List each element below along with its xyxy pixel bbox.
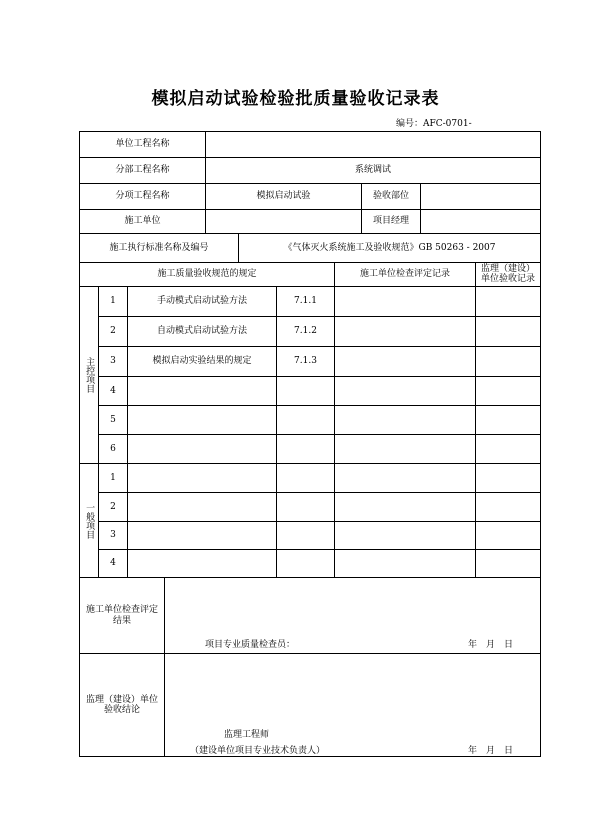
general-item-no: 3 <box>98 521 128 550</box>
main-item-name <box>127 405 277 435</box>
standard-label: 施工执行标准名称及编号 <box>79 233 239 263</box>
main-item-no: 5 <box>98 405 128 435</box>
main-item-supervisor[interactable] <box>475 405 541 435</box>
acceptance-part-label: 验收部位 <box>361 183 421 210</box>
supervisor-conclusion-area[interactable] <box>164 653 541 757</box>
supervisor-date: 年 月 日 <box>468 746 514 756</box>
general-item-clause <box>276 463 335 493</box>
main-item-no: 4 <box>98 376 128 406</box>
main-item-self-check[interactable] <box>334 434 476 464</box>
main-item-clause: 7.1.1 <box>276 286 335 317</box>
project-manager-value[interactable] <box>420 209 541 234</box>
general-item-clause <box>276 492 335 522</box>
general-item-name <box>127 549 277 578</box>
main-item-supervisor[interactable] <box>475 346 541 377</box>
main-items-group <box>79 286 99 464</box>
general-item-clause <box>276 549 335 578</box>
general-item-no: 2 <box>98 492 128 522</box>
construction-unit-value[interactable] <box>205 209 362 234</box>
main-item-self-check[interactable] <box>334 346 476 377</box>
self-check-header: 施工单位检查评定记录 <box>334 262 476 287</box>
general-item-self-check[interactable] <box>334 521 476 550</box>
main-item-name <box>127 376 277 406</box>
general-item-no: 1 <box>98 463 128 493</box>
main-item-name: 手动模式启动试验方法 <box>127 286 277 317</box>
standard-value: 《气体灭火系统施工及验收规范》GB 50263 - 2007 <box>238 233 541 263</box>
unit-project-value[interactable] <box>205 131 541 158</box>
general-items-group <box>79 463 99 578</box>
main-item-clause: 7.1.2 <box>276 316 335 347</box>
supervisor-conclusion-label: 监理（建设）单位验收结论 <box>79 653 165 757</box>
general-item-self-check[interactable] <box>334 463 476 493</box>
main-item-name <box>127 434 277 464</box>
supervisor-header: 监理（建设）单位验收记录 <box>475 262 541 287</box>
general-item-clause <box>276 521 335 550</box>
inspection-date: 年 月 日 <box>468 640 514 650</box>
main-item-clause <box>276 376 335 406</box>
main-items-label: 主控项目 <box>84 357 95 393</box>
general-item-name <box>127 463 277 493</box>
general-item-self-check[interactable] <box>334 549 476 578</box>
form-code: 编号：AFC-0701- <box>396 119 472 129</box>
supervisor-note: （建设单位项目专业技术负责人） <box>190 746 326 756</box>
inspector-label: 项目专业质量检查员： <box>205 640 296 650</box>
general-items-label: 一般项目 <box>84 502 95 539</box>
main-item-clause <box>276 434 335 464</box>
general-item-supervisor[interactable] <box>475 521 541 550</box>
main-item-supervisor[interactable] <box>475 316 541 347</box>
main-item-self-check[interactable] <box>334 405 476 435</box>
sub-project-value[interactable]: 系统调试 <box>205 157 541 184</box>
general-item-name <box>127 521 277 550</box>
main-item-name: 模拟启动实验结果的规定 <box>127 346 277 377</box>
main-item-no: 2 <box>98 316 128 347</box>
main-item-self-check[interactable] <box>334 286 476 317</box>
item-project-value[interactable]: 模拟启动试验 <box>205 183 362 210</box>
general-item-self-check[interactable] <box>334 492 476 522</box>
project-manager-label: 项目经理 <box>361 209 421 234</box>
main-item-supervisor[interactable] <box>475 286 541 317</box>
general-item-supervisor[interactable] <box>475 463 541 493</box>
supervisor-engineer-label: 监理工程师 <box>224 730 270 740</box>
main-item-clause: 7.1.3 <box>276 346 335 377</box>
main-item-clause <box>276 405 335 435</box>
main-item-self-check[interactable] <box>334 316 476 347</box>
general-item-no: 4 <box>98 549 128 578</box>
main-item-no: 6 <box>98 434 128 464</box>
main-item-no: 1 <box>98 286 128 317</box>
general-item-supervisor[interactable] <box>475 492 541 522</box>
spec-header: 施工质量验收规范的规定 <box>79 262 335 287</box>
form-title: 模拟启动试验检验批质量验收记录表 <box>151 89 440 109</box>
main-item-name: 自动模式启动试验方法 <box>127 316 277 347</box>
general-item-supervisor[interactable] <box>475 549 541 578</box>
sub-project-label: 分部工程名称 <box>79 157 206 184</box>
item-project-label: 分项工程名称 <box>79 183 206 210</box>
unit-project-label: 单位工程名称 <box>79 131 206 158</box>
main-item-no: 3 <box>98 346 128 377</box>
acceptance-part-value[interactable] <box>420 183 541 210</box>
main-item-supervisor[interactable] <box>475 434 541 464</box>
construction-result-label: 施工单位检查评定结果 <box>79 577 165 654</box>
construction-unit-label: 施工单位 <box>79 209 206 234</box>
main-item-self-check[interactable] <box>334 376 476 406</box>
main-item-supervisor[interactable] <box>475 376 541 406</box>
general-item-name <box>127 492 277 522</box>
